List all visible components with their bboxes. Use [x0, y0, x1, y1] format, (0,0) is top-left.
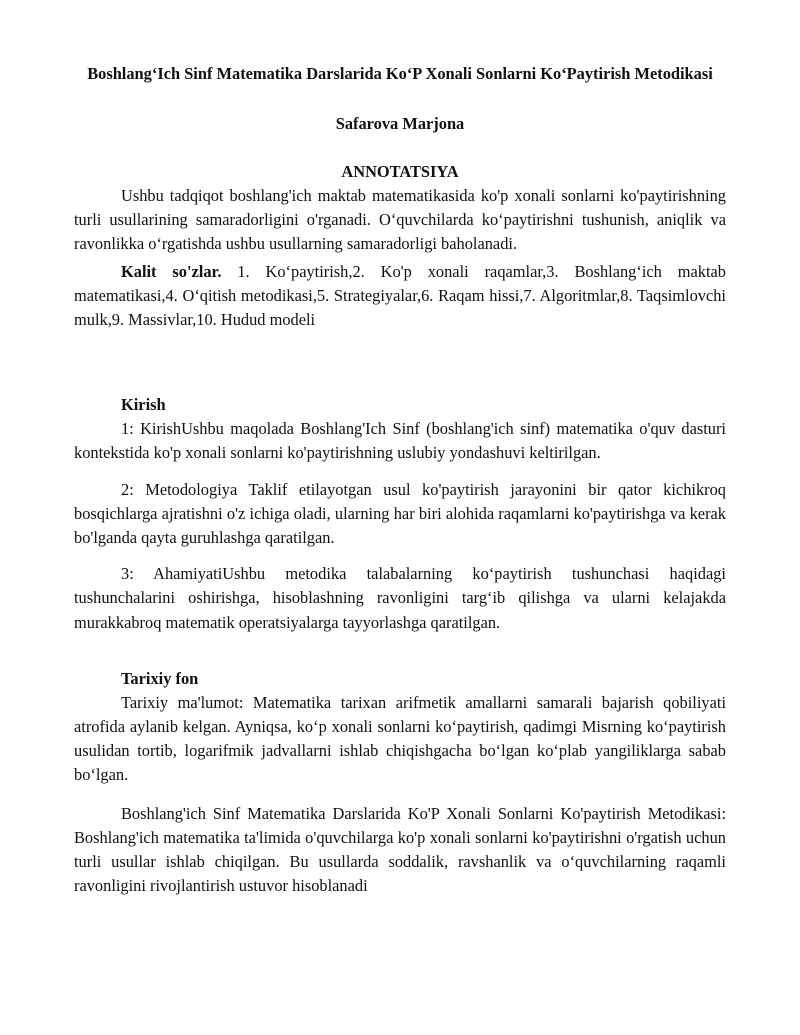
intro-paragraph-3: 3: AhamiyatiUshbu metodika talabalarning ko‘paytirish tushunchasi haqidagi tushunchalarini oshirishga, hisoblashning ravonligini targ‘ib qilishga va ularni kelajakda murakkabroq matematik operatsiyalarga tayyorlashga qaratilgan.: [74, 564, 726, 632]
document-page: [74, 62, 726, 898]
keywords-label: Kalit so'zlar.: [121, 261, 222, 281]
intro-paragraph-1: 1: KirishUshbu maqolada Boshlang'Ich Sinf (boshlang'ich sinf) matematika o'quv dasturi kontekstida ko'p xonali sonlarni ko'paytirishning uslubiy yondashuvi keltirilgan.: [74, 419, 726, 463]
document-title: Boshlang‘Ich Sinf Matematika Darslarida Ko‘P Xonali Sonlarni Ko‘Paytirish Metodikasi: [87, 64, 713, 83]
keywords-list: 1. Ko‘paytirish,2. Ko'p xonali raqamlar,3. Boshlang‘ich maktab matematikasi,4. O‘qitish metodikasi,5. Strategiyalar,6. Raqam hissi,7. Algoritmlar,8. Taqsimlovchi mulk,9. Massivlar,10. Hudud modeli: [74, 261, 726, 330]
section-heading-history: Tarixiy fon: [121, 668, 199, 688]
section-heading-intro: Kirish: [121, 395, 166, 415]
annotation-heading: ANNOTATSIYA: [341, 162, 459, 181]
history-paragraph-1: Tarixiy ma'lumot: Matematika tarixan arifmetik amallarni samarali bajarish qobiliyati atrofida aylanib kelgan. Ayniqsa, ko‘p xonali sonlarni ko‘paytirish, qadimgi Misrning ko‘paytirish usulidan tortib, logarifmik jadvallarni ishlab chiqishgacha bo‘lgan ko‘plab yangiliklarga sabab bo‘lgan.: [74, 692, 726, 785]
intro-paragraph-2: 2: Metodologiya Taklif etilayotgan usul ko'paytirish jarayonini bir qator kichikroq bosqichlarga ajratishni o'z ichiga oladi, ularning har biri alohida raqamlarni ko'paytirishga va kerak bo'lganda qayta guruhlashga qaratilgan.: [74, 479, 726, 548]
keywords-paragraph: [74, 260, 726, 333]
author-name: Safarova Marjona: [335, 114, 465, 133]
history-paragraph-2: Boshlang'ich Sinf Matematika Darslarida Ko'P Xonali Sonlarni Ko'paytirish Metodikasi: Boshlang'ich matematika ta'limida o'quvchilarga ko'p xonali sonlarni ko'paytirishni o'rgatish uchun turli usullar ishlab chiqilgan. Bu usullarda soddalik, ravshanlik va o‘quvchilarning raqamli ravonligini rivojlantirish ustuvor hisoblanadi: [74, 803, 726, 896]
annotation-text: Ushbu tadqiqot boshlang'ich maktab matematikasida ko'p xonali sonlarni ko'paytirishning turli usullarining samaradorligini o'rganadi. O‘quvchilarda ko‘paytirishni tushunish, aniqlik va ravonlikka o‘rgatishda ushbu usullarning samaradorligi baholanadi.: [74, 186, 726, 254]
